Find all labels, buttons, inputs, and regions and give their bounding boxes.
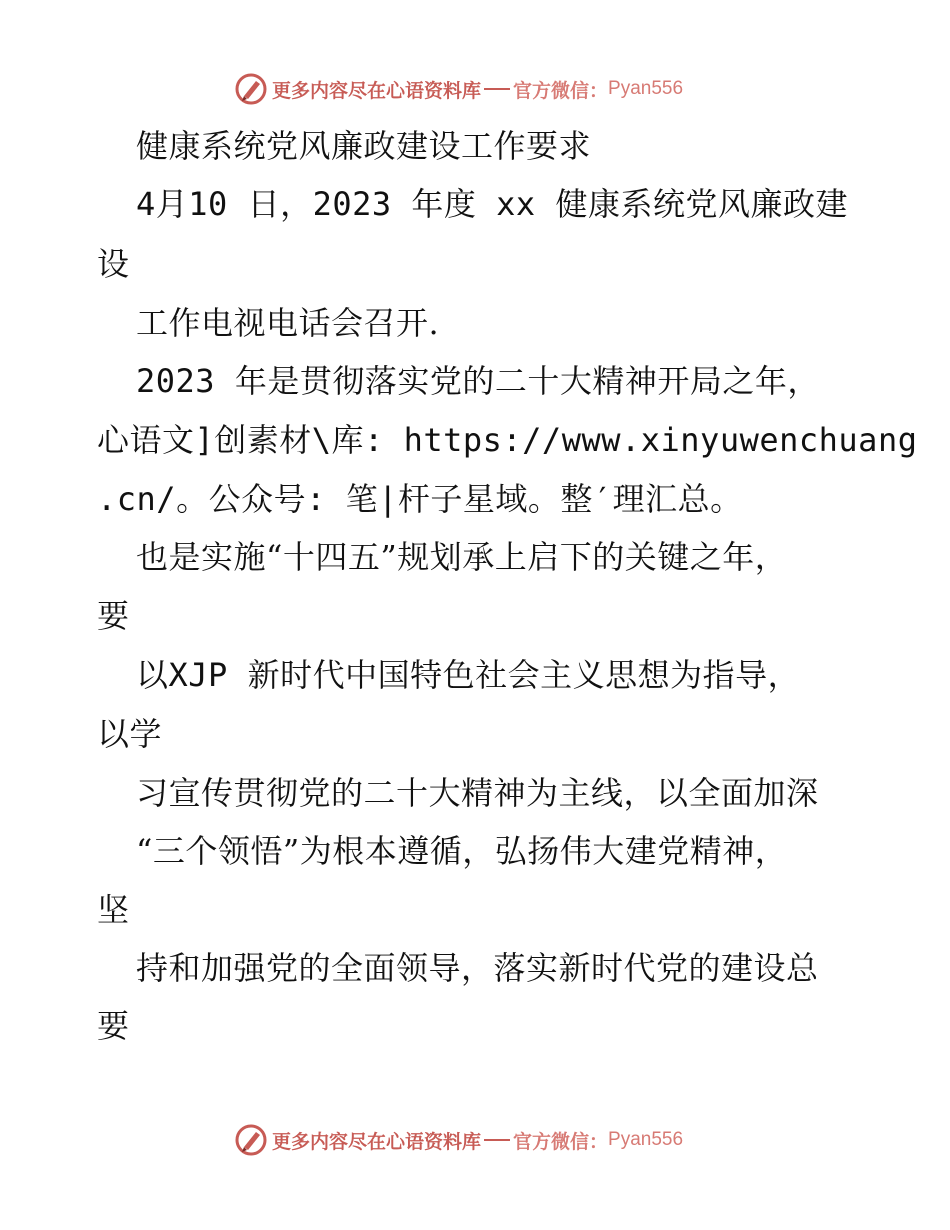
- header-banner: [234, 71, 683, 107]
- banner-main-text: 更多内容尽在心语资料库: [272, 79, 482, 102]
- banner-divider: [484, 88, 510, 90]
- pen-logo-icon: [234, 1123, 268, 1157]
- document-line: 2023 年是贯彻落实党的二十大精神开局之年，: [136, 362, 820, 400]
- document-line: 4月10 日，2023 年度 xx 健康系统党风廉政建: [136, 185, 848, 223]
- document-line: 心语文]创素材\库: https://www.xinyuwenchuang: [97, 421, 918, 459]
- banner-divider: [484, 1139, 510, 1141]
- banner-wechat-label: 官方微信：: [513, 79, 609, 102]
- document-line: 要: [97, 597, 130, 635]
- document-title: 健康系统党风廉政建设工作要求: [136, 127, 592, 165]
- document-line: “三个领悟”为根本遵循，弘扬伟大建党精神，: [136, 832, 788, 870]
- banner-wechat-id: Pyan556: [608, 1129, 684, 1150]
- document-line: 设: [97, 245, 130, 283]
- document-line: .cn/。公众号: 笔|杆子星域。整′理汇总。: [97, 480, 743, 518]
- banner-wechat-id: Pyan556: [608, 78, 684, 99]
- document-line: 也是实施“十四五”规划承上启下的关键之年，: [136, 538, 788, 576]
- banner-main-text: 更多内容尽在心语资料库: [272, 1130, 482, 1153]
- document-line: 以XJP 新时代中国特色社会主义思想为指导，: [136, 656, 801, 694]
- document-line: 以学: [97, 715, 163, 753]
- banner-wechat-label: 官方微信：: [513, 1130, 609, 1153]
- footer-banner: [234, 1122, 683, 1158]
- document-line: 要: [97, 1007, 130, 1045]
- document-line: 习宣传贯彻党的二十大精神为主线，以全面加深: [136, 774, 819, 812]
- pen-logo-icon: [234, 72, 268, 106]
- document-line: 工作电视电话会召开.: [136, 304, 440, 342]
- document-line: 坚: [97, 891, 130, 929]
- document-line: 持和加强党的全面领导，落实新时代党的建设总: [136, 949, 819, 987]
